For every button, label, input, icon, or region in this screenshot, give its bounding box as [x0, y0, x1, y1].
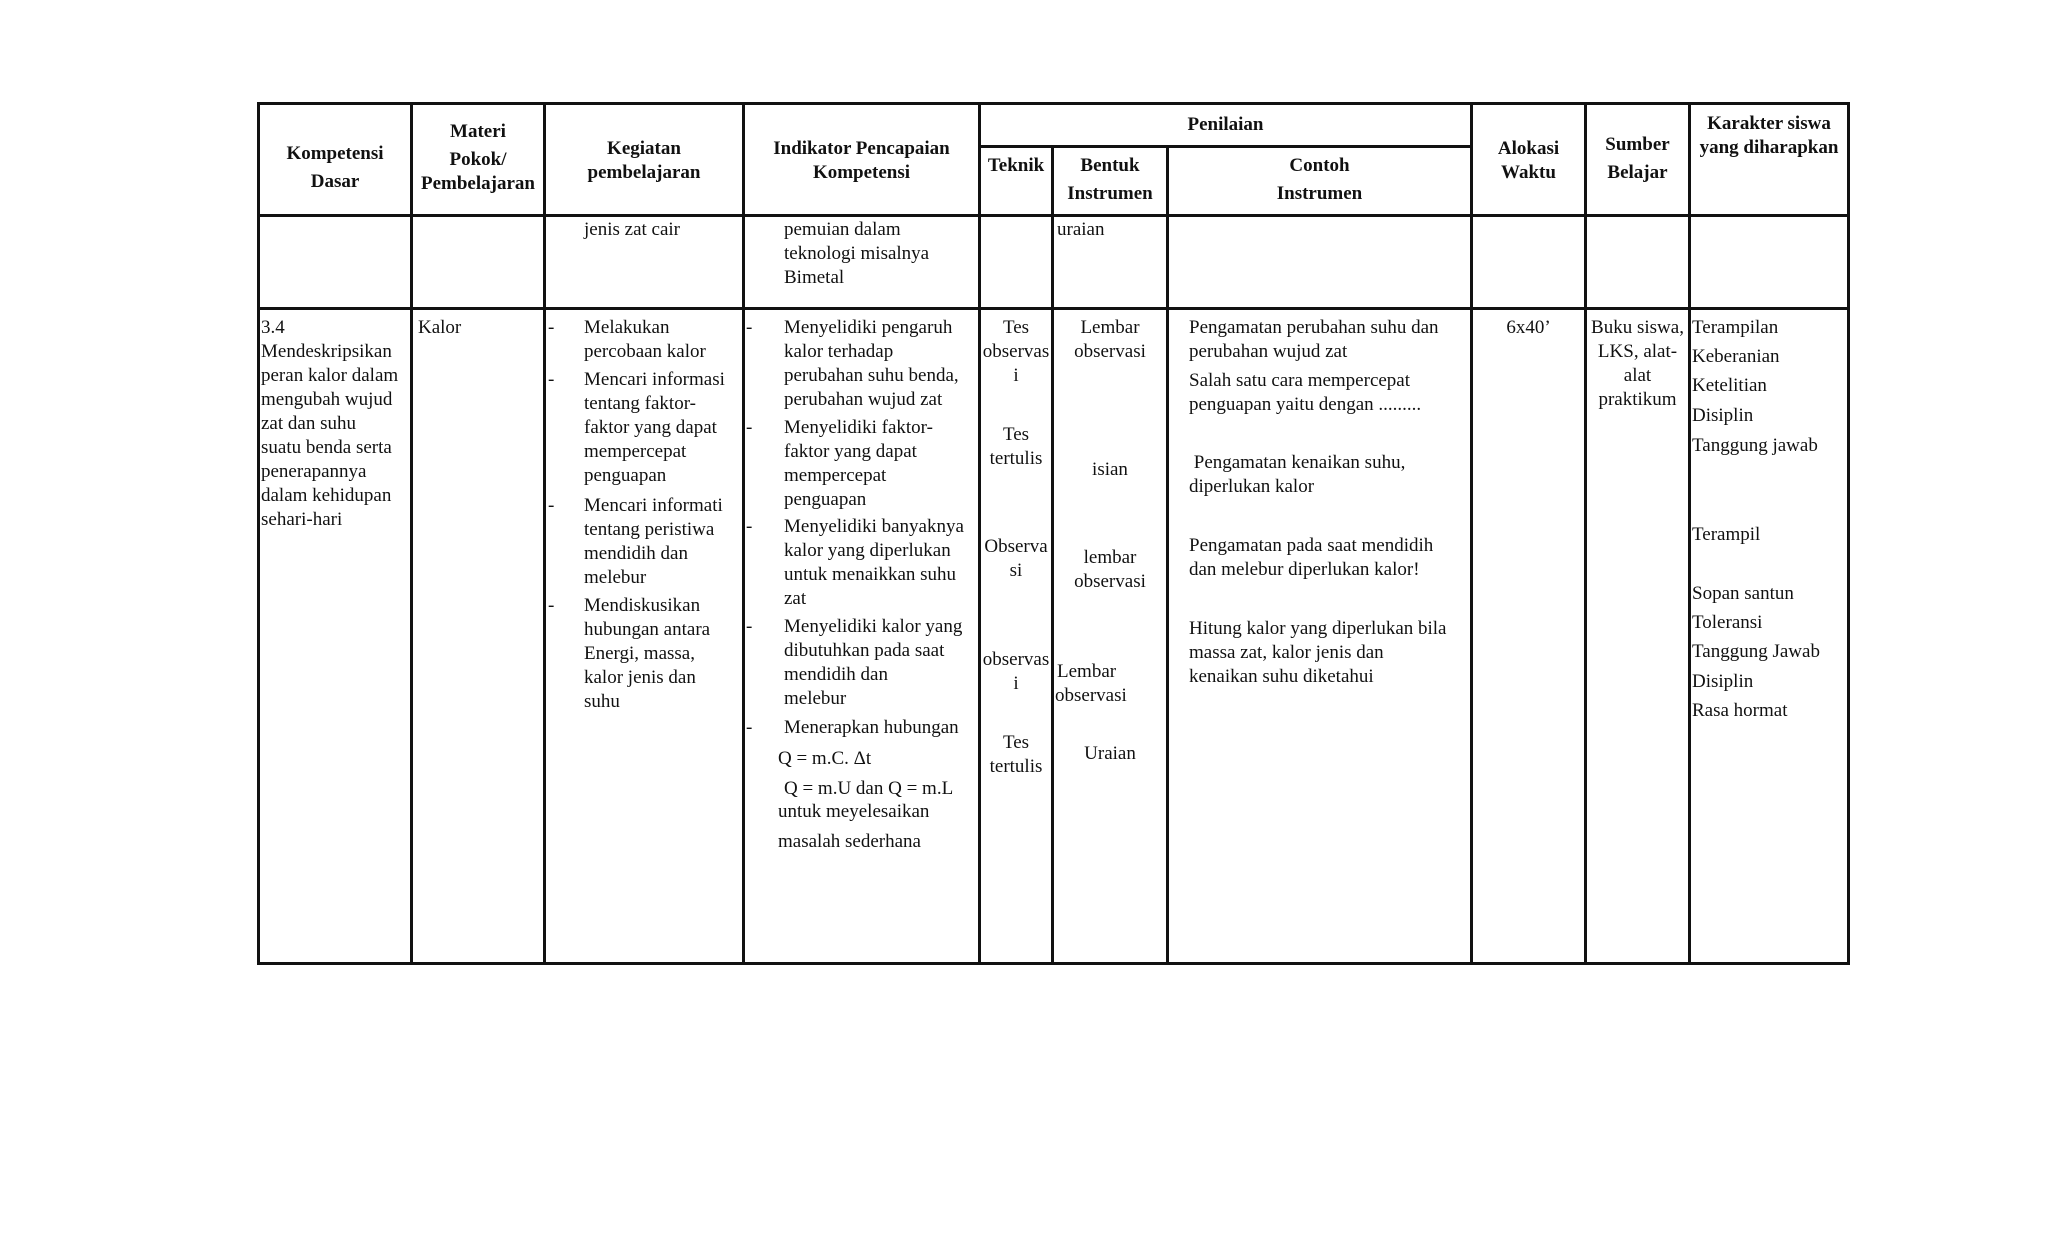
contoh-item: Pengamatan kenaikan suhu, diperlukan kalor — [1189, 452, 1406, 497]
table-border-right — [1847, 102, 1850, 965]
materi-text: Kalor — [418, 317, 462, 338]
teknik-item: Tes tertulis — [989, 424, 1043, 469]
header-teknik: Teknik — [987, 155, 1045, 176]
cont-bentuk: uraian — [1057, 219, 1105, 240]
indikator-item: Menyelidiki banyaknya kalor yang diperlukan untuk menaikkan suhu zat — [784, 516, 964, 609]
indikator-dash: - — [746, 717, 753, 738]
kegiatan-item: Mencari informati tentang peristiwa mendidih dan melebur — [584, 495, 723, 588]
col-line-2 — [543, 102, 546, 965]
bentuk-item: isian — [1092, 459, 1128, 480]
teknik-item: Tes tertulis — [989, 732, 1043, 777]
teknik-item: observas i — [982, 649, 1050, 694]
col-line-6 — [1166, 145, 1169, 965]
contoh-item: Hitung kalor yang diperlukan bila massa zat, kalor jenis dan kenaikan suhu diketahui — [1189, 618, 1447, 687]
kegiatan-item: Mencari informasi tentang faktor- faktor yang dapat mempercepat penguapan — [584, 369, 725, 486]
header-indikator: Indikator Pencapaian Kompetensi — [773, 138, 950, 183]
karakter-item: Tanggung jawab — [1692, 435, 1818, 456]
header-sumber-belajar: Sumber Belajar — [1605, 134, 1670, 183]
indikator-dash: - — [746, 417, 753, 438]
header-alokasi-waktu: Alokasi Waktu — [1497, 138, 1560, 183]
kegiatan-dash: - — [548, 317, 555, 338]
header-karakter: Karakter siswa yang diharapkan — [1699, 113, 1839, 158]
kd-text: 3.4 Mendeskripsikan peran kalor dalam mengubah wujud zat dan suhu suatu benda serta penerapannya dalam kehidupan sehari-hari — [261, 317, 399, 530]
indikator-dash: - — [746, 317, 753, 338]
karakter-item: Terampilan — [1692, 317, 1779, 338]
karakter-item: Disiplin — [1692, 671, 1754, 692]
indikator-dash: - — [746, 616, 753, 637]
formula-3: untuk meyelesaikan — [778, 801, 930, 822]
indikator-item: Menerapkan hubungan — [784, 717, 959, 738]
header-kompetensi-dasar: Kompetensi Dasar — [286, 143, 384, 192]
kegiatan-dash: - — [548, 595, 555, 616]
col-line-4 — [978, 102, 981, 965]
bentuk-item: Lembar observasi — [1074, 317, 1146, 362]
teknik-item: Tes observas i — [982, 317, 1050, 386]
indikator-item: Menyelidiki faktor- faktor yang dapat mempercepat penguapan — [784, 417, 933, 510]
karakter-item: Sopan santun — [1692, 583, 1794, 604]
contoh-item: Salah satu cara mempercepat penguapan yaitu dengan ......... — [1189, 370, 1422, 415]
karakter-item: Ketelitian — [1692, 375, 1767, 396]
contoh-item: Pengamatan perubahan suhu dan perubahan wujud zat — [1189, 317, 1439, 362]
karakter-item: Tanggung Jawab — [1692, 641, 1820, 662]
indikator-item: Menyelidiki kalor yang dibutuhkan pada saat mendidih dan melebur — [784, 616, 963, 709]
karakter-item: Terampil — [1692, 524, 1761, 545]
kegiatan-item: Mendiskusikan hubungan antara Energi, massa, kalor jenis dan suhu — [584, 595, 711, 712]
col-line-1 — [410, 102, 413, 965]
header-penilaian: Penilaian — [1187, 114, 1264, 135]
header-kegiatan: Kegiatan pembelajaran — [587, 138, 701, 183]
col-line-7 — [1470, 102, 1473, 965]
header-contoh-instrumen: Contoh Instrumen — [1276, 155, 1363, 204]
header-materi-pokok: Materi Pokok/ Pembelajaran — [421, 121, 535, 194]
karakter-item: Rasa hormat — [1692, 700, 1788, 721]
cont-kegiatan: jenis zat cair — [584, 219, 681, 240]
indikator-dash: - — [746, 516, 753, 537]
teknik-item: Observa si — [984, 536, 1048, 581]
formula-4: masalah sederhana — [778, 831, 921, 852]
cont-indikator: pemuian dalam teknologi misalnya Bimetal — [784, 219, 930, 288]
formula-2: Q = m.U dan Q = m.L — [784, 778, 954, 799]
header-bentuk-instrumen: Bentuk Instrumen — [1067, 155, 1153, 204]
col-line-3 — [742, 102, 745, 965]
kegiatan-dash: - — [548, 369, 555, 390]
alokasi-value: 6x40’ — [1506, 317, 1551, 338]
karakter-item: Toleransi — [1692, 612, 1763, 633]
kegiatan-dash: - — [548, 495, 555, 516]
table-border-top — [258, 102, 1849, 105]
karakter-item: Disiplin — [1692, 405, 1754, 426]
col-line-9 — [1688, 102, 1691, 965]
karakter-item: Keberanian — [1692, 346, 1780, 367]
contoh-item: Pengamatan pada saat mendidih dan melebur diperlukan kalor! — [1189, 535, 1434, 580]
kegiatan-item: Melakukan percobaan kalor — [584, 317, 706, 362]
bentuk-item: Lembar observasi — [1055, 661, 1127, 706]
bentuk-item: lembar observasi — [1074, 547, 1146, 592]
col-line-8 — [1584, 102, 1587, 965]
bentuk-item: Uraian — [1084, 743, 1136, 764]
sumber-value: Buku siswa, LKS, alat- alat praktikum — [1591, 317, 1684, 410]
formula-1: Q = m.C. Δt — [778, 748, 872, 769]
indikator-item: Menyelidiki pengaruh kalor terhadap perubahan suhu benda, perubahan wujud zat — [784, 317, 959, 410]
table-border-left — [257, 102, 260, 965]
